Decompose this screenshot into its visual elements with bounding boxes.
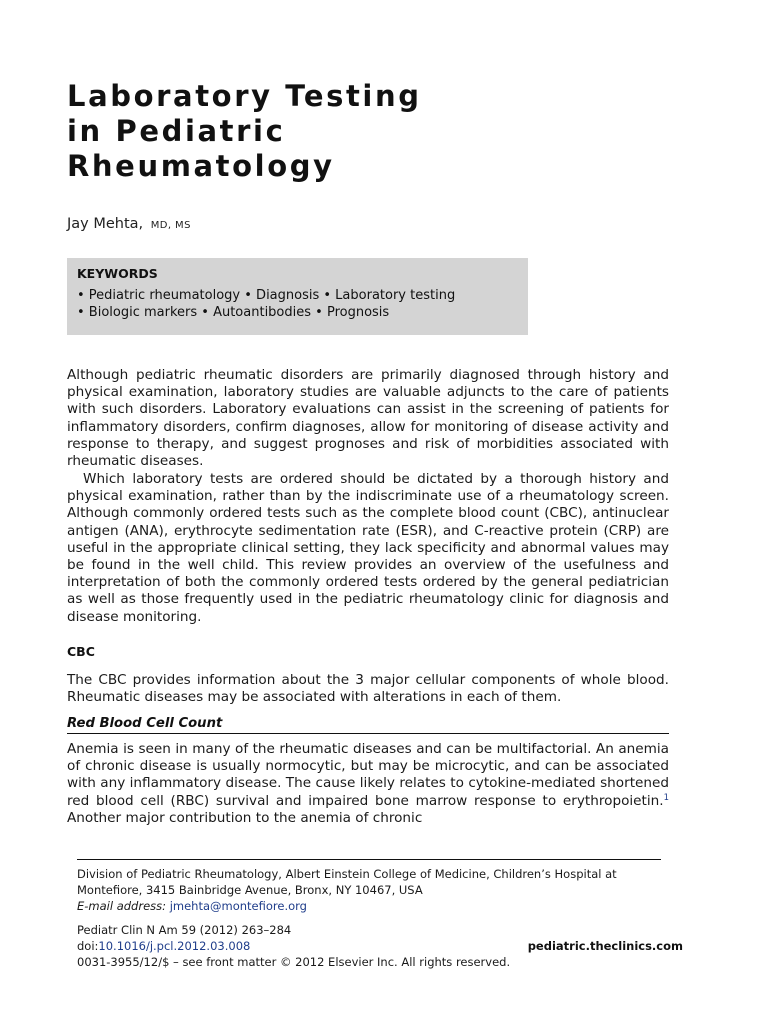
title-line-2: in Pediatric [67, 114, 286, 148]
keywords-heading: KEYWORDS [77, 266, 158, 281]
article-title [67, 79, 422, 184]
issn-line: 0031-3955/12/$ – see front matter © 2012 Elsevier Inc. All rights reserved. [77, 955, 511, 969]
keywords-line-2: • Biologic markers • Autoantibodies • Prognosis [77, 305, 390, 320]
rbc-paragraph-text: Anemia is seen in many of the rheumatic diseases and can be multifactorial. An anemia of chronic disease is usually normocytic, but may be microcytic, and can be associated with any inflammatory disease. The cause likely relates to cytokine-mediated shortened red blood cell (RBC) survival and impaired bone marrow response to erythropoietin. [67, 741, 669, 809]
citation-line: Pediatr Clin N Am 59 (2012) 263–284 [77, 923, 292, 937]
affiliation-block [77, 866, 677, 914]
author-name: Jay Mehta, [67, 216, 144, 232]
intro-paragraph-2: Which laboratory tests are ordered should be dictated by a thorough history and physical examination, rather than by the indiscriminate use of a rheumatology screen. Although commonly ordered tests such as the complete blood count (CBC), antinuclear antigen (ANA), erythrocyte sedimentation rate (ESR), and C-reactive protein (CRP) are useful in the appropriate clinical setting, they lack specificity and abnormal values may be found in the well child. This review provides an overview of the usefulness and interpretation of both the commonly ordered tests ordered by the general pediatrician as well as those frequently used in the pediatric rheumatology clinic for diagnosis and disease monitoring. [67, 471, 669, 625]
email-label: E-mail address: [77, 899, 167, 913]
email-link[interactable]: jmehta@montefiore.org [169, 899, 307, 913]
intro-paragraph-1: Although pediatric rheumatic disorders are primarily diagnosed through history and physical examination, laboratory studies are valuable adjuncts to the care of patients with such disorders. Laboratory evaluations can assist in the screening of patients for inflammatory disorders, confirm diagnoses, allow for monitoring of disease activity and response to therapy, and suggest prognoses and risk of morbidities associated with rheumatic diseases. [67, 367, 669, 470]
email-line [77, 898, 677, 914]
affiliation-line-1: Division of Pediatric Rheumatology, Albert Einstein College of Medicine, Children’s Hospital at [77, 867, 617, 881]
cbc-paragraph: The CBC provides information about the 3 major cellular components of whole blood. Rheumatic diseases may be associated with alterations in each of them. [67, 672, 669, 706]
keywords-box [67, 258, 528, 335]
doi-link[interactable]: 10.1016/j.pcl.2012.03.008 [98, 939, 251, 953]
title-line-3: Rheumatology [67, 149, 335, 183]
journal-website-link[interactable]: pediatric.theclinics.com [527, 939, 683, 953]
rbc-paragraph [67, 741, 669, 827]
reference-link-1[interactable]: 1 [663, 792, 669, 803]
footer-divider [77, 859, 661, 860]
rbc-paragraph-tail: Another major contribution to the anemia of chronic [67, 809, 423, 826]
author-line [67, 216, 191, 232]
affiliation-line-2: Montefiore, 3415 Bainbridge Avenue, Bronx, NY 10467, USA [77, 883, 423, 897]
subsection-heading-rbc: Red Blood Cell Count [67, 716, 669, 734]
title-line-1: Laboratory Testing [67, 79, 422, 113]
author-credentials: MD, MS [150, 220, 191, 231]
section-heading-cbc: CBC [67, 644, 95, 659]
keywords-line-1: • Pediatric rheumatology • Diagnosis • Laboratory testing [77, 288, 456, 303]
doi-label: doi: [77, 939, 99, 953]
